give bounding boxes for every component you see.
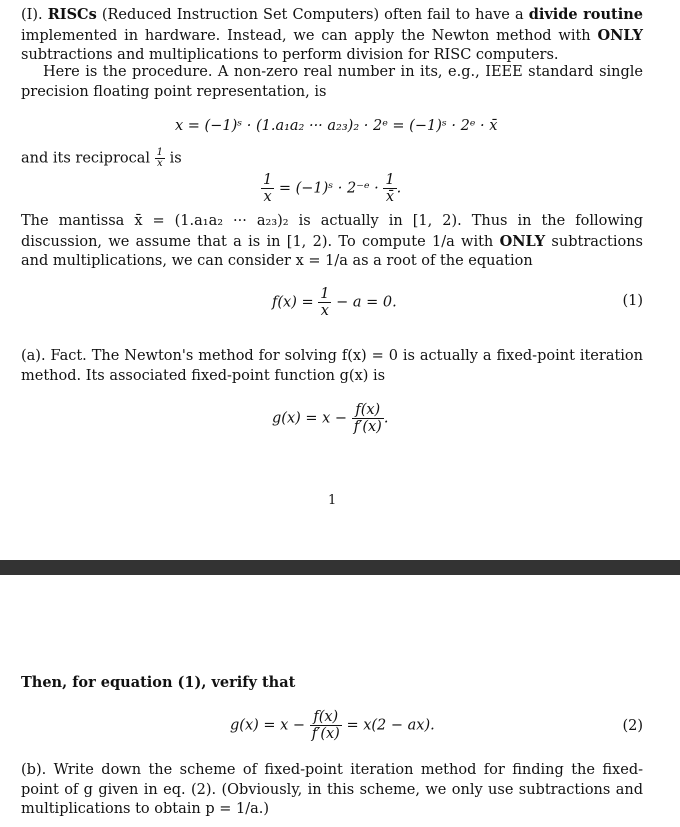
intro-text-1: (Reduced Instruction Set Computers) often fail to have a — [96, 7, 529, 23]
reciprocal-equation: $\frac{1}{x}$ = (−1)ˢ · 2⁻ᵉ · $\frac{1}{x̄}$ . — [263, 172, 402, 205]
intro-paragraph — [21, 5, 643, 66]
verify-heading: Then, for equation (1), verify that — [21, 674, 296, 691]
reciprocal-is: is — [165, 150, 182, 167]
float-representation-equation: x = (−1)ˢ · (1.a₁a₂ ··· a₂₃)₂ · 2ᵉ = (−1)ˢ · 2ᵉ · x̄ — [175, 118, 498, 134]
page-divider — [0, 560, 680, 575]
mantissa-paragraph: The mantissa x̄ = (1.a₁a₂ ··· a₂₃)₂ is actually in [1, 2). Thus in the following discussion, we assume that a is in [1, 2). To compute 1/a with ONLY subtractions and multiplications, we can consider x = 1/a as a root of the equation — [21, 213, 643, 269]
reciprocal-text: and its reciprocal — [21, 150, 155, 167]
reciprocal-line — [21, 148, 182, 169]
one-over-xbar: $\frac{1}{x̄}$ — [385, 172, 395, 205]
one-over-x-eq1: $\frac{1}{x}$ — [320, 286, 330, 319]
risc-term: RISCs — [47, 6, 97, 23]
f-over-fprime: $\frac{f(x)}{f'(x)}$ — [353, 402, 382, 435]
part-b-paragraph: (b). Write down the scheme of fixed-point iteration method for finding the fixed-point of g given in eq. (2). (Obviously, in this scheme, we only use subtractions and multiplications to obtain p = 1/a.) — [21, 762, 643, 817]
part-a-paragraph: (a). Fact. The Newton's method for solving f(x) = 0 is actually a fixed-point iteration method. Its associated fixed-point function g(x) is — [21, 348, 643, 384]
equation-1-number: (1) — [622, 293, 643, 309]
procedure-paragraph: Here is the procedure. A non-zero real number in its, e.g., IEEE standard single precision floating point representation, is — [21, 64, 643, 100]
intro-text-3: subtractions and multiplications to perform division for RISC computers. — [21, 47, 559, 63]
one-over-x: $\frac{1}{x}$ — [263, 172, 273, 205]
page-2 — [0, 575, 680, 827]
divide-routine-term: divide routine — [528, 6, 643, 23]
equation-1: f(x) = $\frac{1}{x}$ − a = 0. — [272, 286, 397, 319]
only-term-2: ONLY — [499, 232, 546, 250]
one-over-x-small: $\frac{1}{x}$ — [156, 147, 163, 169]
equation-2: g(x) = x − $\frac{f(x)}{f'(x)}$ = x(2 − ax). — [230, 709, 435, 742]
fixed-point-function-equation: g(x) = x − $\frac{f(x)}{f'(x)}$ . — [272, 402, 389, 435]
equation-2-number: (2) — [622, 718, 643, 734]
page-number: 1 — [328, 493, 337, 508]
f-over-fprime-eq2: $\frac{f(x)}{f'(x)}$ — [311, 709, 340, 742]
only-term: ONLY — [597, 26, 643, 44]
intro-text-2: implemented in hardware. Instead, we can apply the Newton method with — [21, 27, 598, 44]
intro-label: (I). — [21, 7, 48, 23]
reciprocal-rhs: = (−1)ˢ · 2⁻ᵉ · — [278, 180, 379, 197]
